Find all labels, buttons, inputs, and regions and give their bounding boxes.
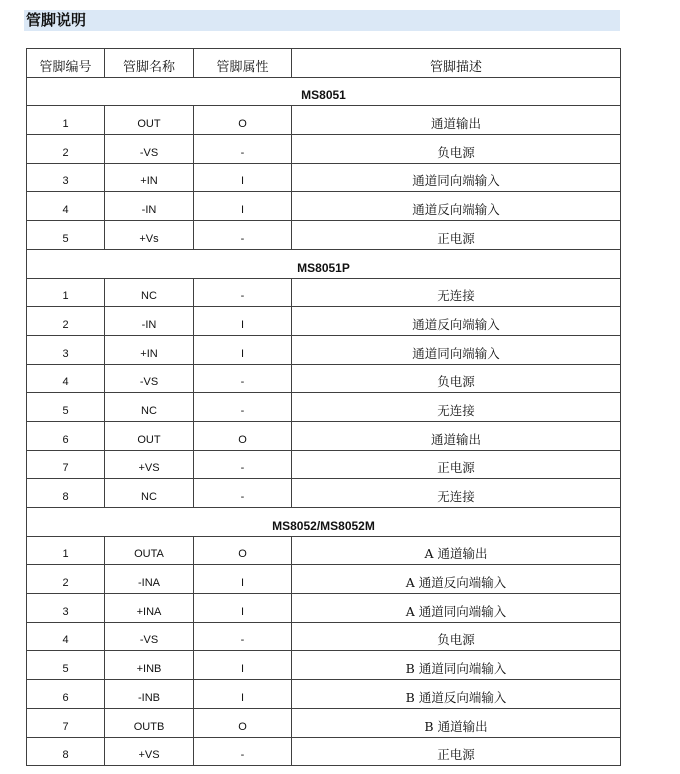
header-pin-name: 管脚名称	[105, 49, 194, 78]
table-body	[27, 77, 621, 766]
pin-name-cell: +Vs	[105, 221, 194, 250]
pin-description-cell: B 通道同向端输入	[292, 651, 621, 680]
pin-description-cell: 无连接	[292, 393, 621, 422]
pin-name-cell: +VS	[105, 737, 194, 766]
table-row	[27, 479, 621, 508]
table-row	[27, 278, 621, 307]
pin-attribute-cell: I	[194, 680, 292, 709]
pin-number-cell: 2	[27, 565, 105, 594]
header-pin-attribute: 管脚属性	[194, 49, 292, 78]
table-row	[27, 737, 621, 766]
section-title: MS8051	[27, 77, 621, 106]
pin-name-cell: -INB	[105, 680, 194, 709]
pin-attribute-cell: -	[194, 622, 292, 651]
pin-number-cell: 5	[27, 393, 105, 422]
pin-description-cell: A 通道反向端输入	[292, 565, 621, 594]
pin-name-cell: +IN	[105, 335, 194, 364]
page-title: 管脚说明	[26, 11, 87, 29]
pin-name-cell: OUT	[105, 106, 194, 135]
pin-description-cell: 正电源	[292, 450, 621, 479]
pin-description-cell: 负电源	[292, 135, 621, 164]
table-row	[27, 364, 621, 393]
pin-name-cell: +INA	[105, 594, 194, 623]
table-header-row	[27, 49, 621, 78]
pin-attribute-cell: O	[194, 421, 292, 450]
table-row	[27, 536, 621, 565]
table-row	[27, 135, 621, 164]
section-title: MS8051P	[27, 249, 621, 278]
pin-name-cell: +VS	[105, 450, 194, 479]
pin-number-cell: 1	[27, 278, 105, 307]
pin-name-cell: OUTA	[105, 536, 194, 565]
pin-number-cell: 5	[27, 651, 105, 680]
pin-name-cell: NC	[105, 479, 194, 508]
pin-name-cell: +IN	[105, 163, 194, 192]
pin-name-cell: +INB	[105, 651, 194, 680]
section-title: MS8052/MS8052M	[27, 508, 621, 537]
pin-description-cell: B 通道输出	[292, 708, 621, 737]
pin-description-cell: 通道同向端输入	[292, 163, 621, 192]
pin-attribute-cell: I	[194, 594, 292, 623]
table-row	[27, 450, 621, 479]
table-row	[27, 335, 621, 364]
pin-attribute-cell: -	[194, 450, 292, 479]
pin-attribute-cell: -	[194, 135, 292, 164]
table-row	[27, 708, 621, 737]
table-row	[27, 106, 621, 135]
pin-number-cell: 1	[27, 106, 105, 135]
pin-description-cell: 通道同向端输入	[292, 335, 621, 364]
table-row	[27, 421, 621, 450]
pin-attribute-cell: -	[194, 278, 292, 307]
table-row	[27, 192, 621, 221]
header-pin-description: 管脚描述	[292, 49, 621, 78]
pin-number-cell: 6	[27, 680, 105, 709]
pin-number-cell: 4	[27, 192, 105, 221]
table-row	[27, 594, 621, 623]
pin-number-cell: 7	[27, 450, 105, 479]
pin-attribute-cell: -	[194, 221, 292, 250]
pin-attribute-cell: I	[194, 307, 292, 336]
pin-name-cell: -VS	[105, 622, 194, 651]
pin-description-cell: 无连接	[292, 278, 621, 307]
pin-attribute-cell: O	[194, 708, 292, 737]
pin-number-cell: 2	[27, 307, 105, 336]
pin-attribute-cell: I	[194, 651, 292, 680]
pin-name-cell: NC	[105, 393, 194, 422]
pin-attribute-cell: I	[194, 335, 292, 364]
pin-name-cell: OUTB	[105, 708, 194, 737]
pin-number-cell: 4	[27, 364, 105, 393]
pin-number-cell: 7	[27, 708, 105, 737]
table-row	[27, 680, 621, 709]
pin-name-cell: OUT	[105, 421, 194, 450]
table-row	[27, 393, 621, 422]
pin-attribute-cell: -	[194, 737, 292, 766]
section-row	[27, 508, 621, 537]
table-row	[27, 163, 621, 192]
pin-attribute-cell: I	[194, 565, 292, 594]
pin-number-cell: 6	[27, 421, 105, 450]
section-row	[27, 77, 621, 106]
pin-description-table	[26, 48, 621, 766]
pin-number-cell: 8	[27, 479, 105, 508]
pin-attribute-cell: I	[194, 192, 292, 221]
section-heading-bar	[24, 10, 620, 31]
table-row	[27, 307, 621, 336]
pin-attribute-cell: O	[194, 106, 292, 135]
pin-description-cell: 正电源	[292, 737, 621, 766]
pin-description-cell: A 通道输出	[292, 536, 621, 565]
header-pin-number: 管脚编号	[27, 49, 105, 78]
pin-description-cell: 通道反向端输入	[292, 307, 621, 336]
table-row	[27, 221, 621, 250]
pin-description-cell: 通道输出	[292, 421, 621, 450]
pin-description-cell: 通道输出	[292, 106, 621, 135]
pin-name-cell: -IN	[105, 307, 194, 336]
pin-number-cell: 3	[27, 163, 105, 192]
pin-name-cell: -VS	[105, 135, 194, 164]
pin-attribute-cell: -	[194, 479, 292, 508]
pin-number-cell: 3	[27, 335, 105, 364]
pin-description-cell: A 通道同向端输入	[292, 594, 621, 623]
table-row	[27, 622, 621, 651]
pin-number-cell: 2	[27, 135, 105, 164]
pin-name-cell: -IN	[105, 192, 194, 221]
pin-number-cell: 4	[27, 622, 105, 651]
section-row	[27, 249, 621, 278]
pin-description-cell: B 通道反向端输入	[292, 680, 621, 709]
pin-description-cell: 通道反向端输入	[292, 192, 621, 221]
pin-description-cell: 负电源	[292, 622, 621, 651]
pin-number-cell: 5	[27, 221, 105, 250]
pin-number-cell: 3	[27, 594, 105, 623]
table-row	[27, 565, 621, 594]
pin-name-cell: -VS	[105, 364, 194, 393]
pin-description-cell: 无连接	[292, 479, 621, 508]
pin-attribute-cell: -	[194, 393, 292, 422]
pin-description-cell: 正电源	[292, 221, 621, 250]
pin-attribute-cell: O	[194, 536, 292, 565]
pin-description-cell: 负电源	[292, 364, 621, 393]
pin-number-cell: 8	[27, 737, 105, 766]
pin-name-cell: NC	[105, 278, 194, 307]
pin-name-cell: -INA	[105, 565, 194, 594]
pin-attribute-cell: I	[194, 163, 292, 192]
pin-number-cell: 1	[27, 536, 105, 565]
pin-attribute-cell: -	[194, 364, 292, 393]
table-row	[27, 651, 621, 680]
